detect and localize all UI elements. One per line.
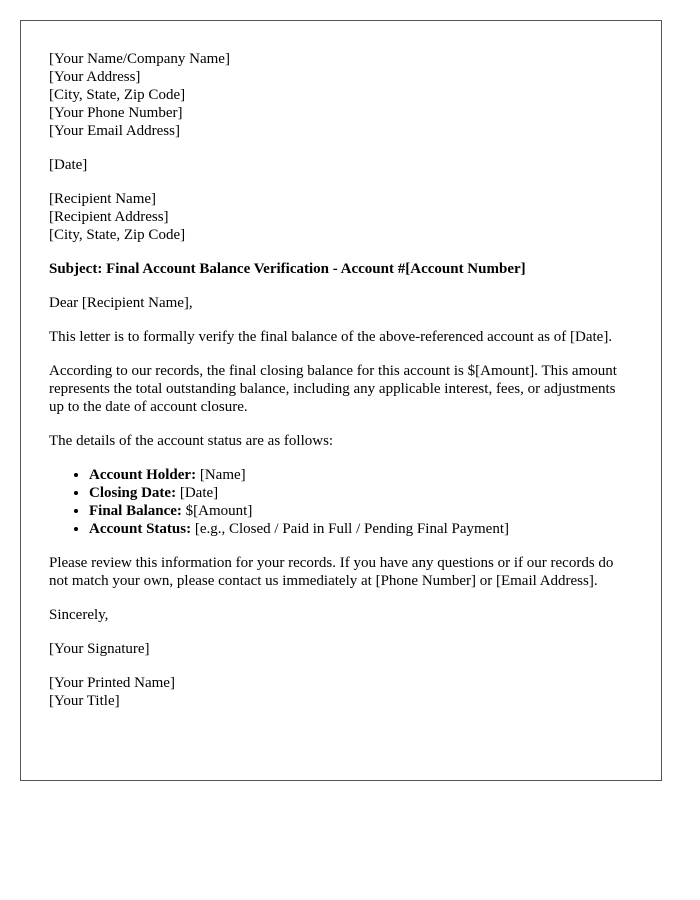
detail-account-status [89, 520, 633, 538]
review-paragraph: Please review this information for your records. If you have any questions or if our records do not match your own, please contact us immediately at [Phone Number] or [Email Address]. [49, 555, 614, 589]
account-details-list [49, 466, 633, 538]
detail-label: Account Status: [89, 521, 192, 537]
detail-account-holder [89, 466, 633, 484]
recipient-city-state-zip: [City, State, Zip Code] [49, 227, 186, 243]
subject-line: Subject: Final Account Balance Verification - Account #[Account Number] [49, 261, 526, 277]
detail-label: Closing Date: [89, 485, 177, 501]
detail-label: Final Balance: [89, 503, 182, 519]
recipient-block [49, 190, 633, 244]
sender-city-state-zip: [City, State, Zip Code] [49, 87, 186, 103]
closing: Sincerely, [49, 607, 109, 623]
signer-title: [Your Title] [49, 693, 120, 709]
signer-block [49, 674, 633, 710]
letter-date: [Date] [49, 157, 88, 173]
detail-value: [Date] [176, 485, 219, 501]
details-intro-paragraph: The details of the account status are as follows: [49, 433, 334, 449]
intro-paragraph: This letter is to formally verify the final balance of the above-referenced account as of [Date]. [49, 329, 613, 345]
sender-block [49, 50, 633, 140]
sender-name: [Your Name/Company Name] [49, 51, 230, 67]
detail-final-balance [89, 502, 633, 520]
letter-page [20, 20, 662, 781]
detail-closing-date [89, 484, 633, 502]
detail-value: [Name] [196, 467, 246, 483]
salutation: Dear [Recipient Name], [49, 295, 193, 311]
sender-email: [Your Email Address] [49, 123, 180, 139]
recipient-name: [Recipient Name] [49, 191, 157, 207]
printed-name: [Your Printed Name] [49, 675, 175, 691]
balance-paragraph: According to our records, the final closing balance for this account is $[Amount]. This amount represents the total outstanding balance, including any applicable interest, fees, or adjustments up to the date of account closure. [49, 363, 617, 415]
signature-placeholder: [Your Signature] [49, 641, 150, 657]
sender-phone: [Your Phone Number] [49, 105, 183, 121]
recipient-address: [Recipient Address] [49, 209, 169, 225]
detail-label: Account Holder: [89, 467, 197, 483]
sender-address: [Your Address] [49, 69, 141, 85]
detail-value: $[Amount] [181, 503, 253, 519]
detail-value: [e.g., Closed / Paid in Full / Pending Final Payment] [191, 521, 510, 537]
